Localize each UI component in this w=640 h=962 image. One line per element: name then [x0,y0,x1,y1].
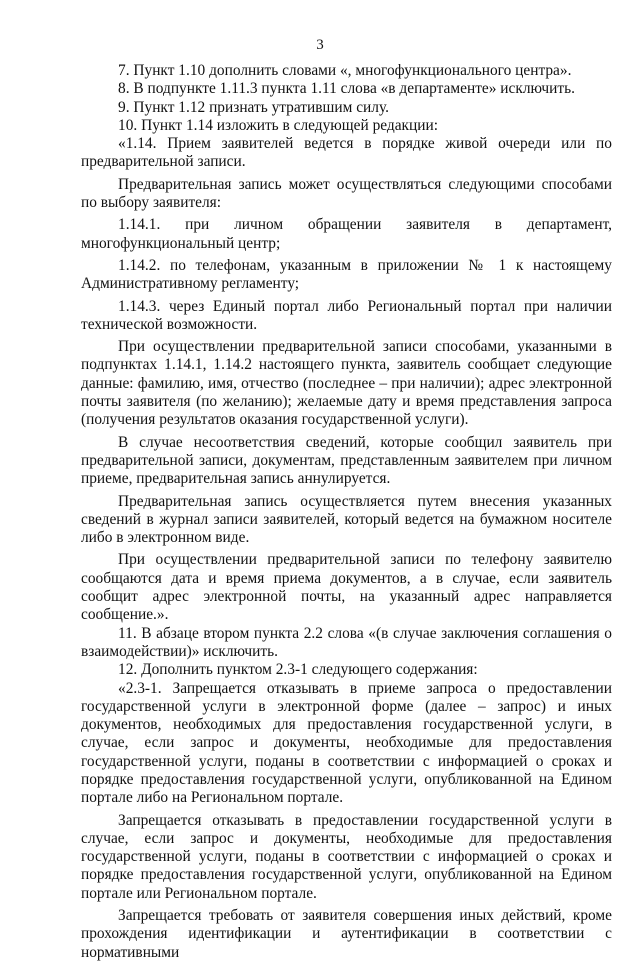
paragraph: 11. В абзаце втором пункта 2.2 слова «(в случае заключения соглашения о взаимодействии)» исключить. [81,624,612,660]
paragraph: Запрещается требовать от заявителя совершения иных действий, кроме прохождения идентификации и аутентификации в соответствии с нормативными [81,907,612,961]
paragraph: В случае несоответствия сведений, которые сообщил заявитель при предварительной записи, документам, представленным заявителем при личном приеме, предварительная запись аннулируется. [81,433,612,488]
paragraph: 7. Пункт 1.10 дополнить словами «, многофункционального центра». [118,62,572,79]
paragraph: Предварительная запись осуществляется путем внесения указанных сведений в журнал записи заявителей, который ведется на бумажном носителе либо в электронном виде. [81,492,612,547]
paragraph: При осуществлении предварительной записи по телефону заявителю сообщаются дата и время приема документов, а в случае, если заявитель сообщит адрес электронной почты, на указанный адрес направляется сообщение.». [81,551,612,624]
paragraph: 1.14.3. через Единый портал либо Региональный портал при наличии технической возможности. [81,297,612,333]
paragraph: «2.3-1. Запрещается отказывать в приеме запроса о предоставлении государственной услуги в электронной форме (далее – запрос) и иных документов, необходимых для предоставления государственной услуги, в случае, если запрос и документы, необходимые для предоставления государственной услуги, поданы в соответствии с информацией о сроках и порядке предоставления государственной услуги, опубликованной на Едином портале либо на Региональном портале. [81,679,612,807]
paragraph: 1.14.2. по телефонам, указанным в приложении № 1 к настоящему Административному регламенту; [81,256,612,293]
paragraph: «1.14. Прием заявителей ведется в порядке живой очереди или по предварительной записи. [81,135,612,171]
paragraph: 8. В подпункте 1.11.3 пункта 1.11 слова «в департаменте» исключить. [118,80,576,98]
paragraph: 9. Пункт 1.12 признать утратившим силу. [118,98,389,116]
paragraph: Предварительная запись может осуществляться следующими способами по выбору заявителя: [81,175,612,212]
paragraph: 12. Дополнить пунктом 2.3-1 следующего содержания: [118,661,478,679]
document-body [81,62,612,962]
page-number: 3 [316,37,324,53]
paragraph: 10. Пункт 1.14 изложить в следующей редакции: [118,116,439,134]
paragraph: Запрещается отказывать в предоставлении государственной услуги в случае, если запрос и документы, необходимые для предоставления государственной услуги, поданы в соответствии с информацией о сроках и порядке предоставления государственной услуги, опубликованной на Едином портале или Региональном портале. [81,811,612,902]
paragraph: 1.14.1. при личном обращении заявителя в департамент, многофункциональный центр; [81,216,612,252]
paragraph: При осуществлении предварительной записи способами, указанными в подпунктах 1.14.1, 1.14.2 настоящего пункта, заявитель сообщает следующие данные: фамилию, имя, отчество (последнее – при наличии); адрес электронной почты заявителя (по желанию); желаемые дату и время представления запроса (получения результатов оказания государственной услуги). [81,338,612,429]
